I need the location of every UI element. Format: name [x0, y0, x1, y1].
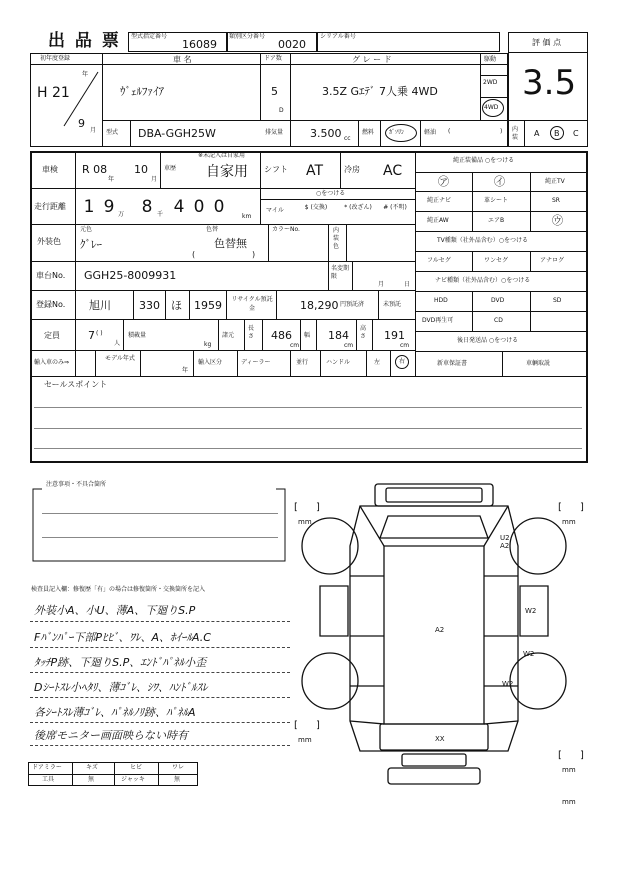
divider	[316, 319, 317, 350]
drive-label: 駆動	[484, 56, 497, 63]
mm-unit: mm	[562, 766, 576, 774]
month-unit: 月	[151, 176, 158, 183]
doors-sub: D	[279, 107, 284, 114]
chassis-label: 車台No.	[36, 271, 66, 280]
model-label: 型式	[106, 129, 119, 136]
model-year-label: モデル年式	[105, 355, 135, 362]
divider	[30, 188, 415, 189]
type-designation-label: 型式指定番号	[131, 33, 168, 40]
divider	[218, 319, 219, 350]
equip-item: 革シート	[484, 197, 509, 204]
inspection-month: 10	[134, 163, 148, 176]
inspector-note: 各ｼｰﾄｽﾚ薄ｺﾞﾚ、ﾊﾟﾈﾙﾉﾘ跡、ﾊﾟﾈﾙA	[34, 706, 196, 719]
divider	[390, 350, 391, 376]
damage-mark: U2	[500, 534, 510, 542]
km-unit: km	[242, 213, 252, 220]
mile-option: マイル	[266, 207, 284, 214]
interior-grade-a: A	[534, 129, 540, 138]
navi-option: DVD	[491, 297, 505, 304]
damage-mark: XX	[435, 735, 445, 743]
first-reg-era: H 21	[37, 85, 70, 101]
svg-text:[: [	[558, 750, 562, 761]
divider	[524, 120, 525, 147]
svg-text:[: [	[558, 502, 562, 513]
cm-unit: cm	[400, 342, 410, 349]
divider	[378, 290, 379, 319]
divider	[189, 290, 190, 319]
divider	[420, 120, 421, 147]
ruled-line	[30, 672, 290, 673]
legend-cell: 無	[88, 776, 95, 783]
divider	[102, 53, 103, 147]
later-option: 車輌取説	[526, 360, 551, 367]
equip-item: SR	[552, 197, 560, 204]
mileage-digit: 0	[193, 197, 205, 217]
chassis-value: GGH25-8009931	[84, 269, 177, 282]
grade-value: 3.5Z Gｴﾃﾞ 7人乗 4WD	[322, 85, 438, 98]
tv-option: フルセグ	[427, 257, 451, 264]
equip-item: 純正AW	[427, 217, 449, 224]
equip-item: エアB	[488, 217, 505, 224]
ruled-line	[34, 448, 582, 449]
divider	[415, 311, 588, 312]
inspector-label: 検査員記入欄：修復歴「有」の場合は修復箇所・交換箇所を記入	[31, 586, 206, 593]
legend-cell: ドアミラー	[32, 764, 62, 771]
serial-label: シリアル番号	[320, 33, 356, 40]
capacity-label: 定員	[44, 331, 60, 340]
fuel-label: 燃料	[362, 129, 375, 136]
first-reg-month: 9	[78, 117, 85, 130]
paren: (	[448, 128, 451, 135]
divider	[328, 224, 329, 290]
svg-text:[: [	[294, 720, 298, 731]
divider	[508, 52, 588, 53]
length-label: 長さ	[248, 325, 255, 340]
divider	[415, 251, 588, 252]
recycle-unpaid: 未預託	[383, 301, 402, 308]
displacement-label: 排気量	[265, 129, 284, 136]
ruled-line	[30, 697, 290, 698]
month-unit: 月	[378, 281, 385, 288]
paren: ( )	[96, 330, 103, 337]
recycle-label: リサイクル預託金	[231, 296, 273, 312]
divider	[260, 188, 261, 224]
dims-label: 諸元	[222, 332, 235, 339]
int-color-label: 内装色	[333, 227, 340, 250]
day-unit: 日	[404, 281, 411, 288]
damage-mark: W2	[502, 680, 514, 688]
sen-unit: 千	[157, 211, 164, 218]
reg-area: 旭川	[89, 299, 111, 312]
divider	[75, 151, 76, 376]
reg-class: 330	[139, 299, 160, 312]
tamper-option: * (改ざん)	[344, 204, 372, 211]
divider	[268, 224, 269, 261]
rating-value: 3.5	[522, 63, 577, 103]
drive-2wd: 2WD	[483, 79, 498, 86]
interior-grade-b: B	[554, 129, 560, 138]
legend-cell: キズ	[86, 764, 98, 771]
divider	[480, 75, 508, 76]
damage-mark: W2	[523, 650, 535, 658]
divider	[30, 261, 415, 262]
recycle-status: 円預託済	[340, 301, 365, 308]
svg-text:[: [	[294, 502, 298, 513]
interior-grade-c: C	[573, 129, 579, 138]
import-class-label: 輸入区分	[198, 359, 223, 366]
equip-item: ㋐	[438, 175, 449, 188]
divider	[290, 53, 291, 147]
divider	[472, 251, 473, 271]
circle-note: ○をつける	[316, 190, 346, 197]
divider	[114, 762, 115, 786]
legend-cell: ヒビ	[130, 764, 143, 771]
mileage-digit: 9	[103, 197, 115, 217]
damage-mark: W2	[525, 607, 537, 615]
fuel-gas: ｶﾞｿﾘﾝ	[389, 129, 405, 136]
svg-text:]: ]	[580, 750, 584, 761]
equip-item: 純正ナビ	[427, 197, 452, 204]
ruled-line	[42, 537, 278, 538]
equip-item: ㋒	[552, 214, 563, 227]
ruled-line	[34, 428, 582, 429]
divider	[262, 319, 263, 350]
load-label: 積載量	[128, 332, 147, 339]
divider	[358, 120, 359, 147]
color-change-label: 色替	[206, 226, 219, 233]
divider	[244, 319, 245, 350]
reg-number: 1959	[194, 299, 222, 312]
divider	[340, 151, 341, 188]
doors-value: 5	[271, 85, 278, 98]
divider	[480, 97, 508, 98]
mileage-digit: 8	[141, 197, 153, 217]
mm-unit: mm	[562, 798, 576, 806]
shift-value: AT	[306, 163, 324, 179]
year-unit: 年	[108, 176, 115, 183]
kg-unit: kg	[204, 341, 212, 348]
mm-unit: mm	[298, 736, 312, 744]
year-unit: 年	[182, 367, 189, 374]
divider	[290, 350, 291, 376]
tv-option: ワンセグ	[484, 257, 509, 264]
interior-label: 内装	[512, 126, 519, 141]
divider	[356, 319, 357, 350]
damage-mark: A2	[500, 542, 510, 550]
divider	[380, 120, 381, 147]
reg-kana: ほ	[171, 299, 182, 312]
tv-option: アナログ	[540, 257, 565, 264]
capacity-value: 7	[88, 329, 95, 342]
divider	[260, 151, 261, 188]
later-option: 新車保証書	[437, 360, 468, 367]
car-name-value: ｳﾞｪﾙﾌｧｲｱ	[120, 85, 164, 98]
unknown-option: # (不明)	[383, 204, 407, 211]
divider	[300, 319, 301, 350]
divider	[237, 350, 238, 376]
name-change-label: 名変期限	[331, 265, 350, 280]
sales-point-label: セールスポイント	[44, 380, 108, 389]
navi-option: HDD	[434, 297, 448, 304]
divider	[415, 172, 588, 173]
later-title: 後日発送品 ○をつける	[457, 337, 519, 344]
divider	[530, 172, 531, 231]
divider	[480, 53, 481, 120]
divider	[165, 290, 166, 319]
divider	[30, 376, 588, 377]
ac-value: AC	[383, 163, 403, 179]
height-label: 高さ	[360, 325, 367, 340]
divider	[372, 319, 373, 350]
legend-cell: ワレ	[172, 764, 185, 771]
dealer-option: ディーラー	[241, 359, 271, 366]
cm-unit: cm	[344, 342, 354, 349]
ruled-line	[42, 513, 278, 514]
mileage-digit: 4	[173, 197, 185, 217]
history-note: ※未記入は自家用	[198, 152, 246, 159]
cm-unit: cm	[290, 342, 300, 349]
divider	[30, 319, 415, 320]
divider	[140, 350, 141, 376]
navi-option: SD	[553, 297, 562, 304]
divider	[30, 350, 415, 351]
swap-option: $ (交換)	[304, 204, 328, 211]
car-name-label: 車 名	[173, 55, 192, 64]
svg-text:]: ]	[316, 502, 320, 513]
type-designation-value: 16089	[182, 38, 217, 51]
inspector-note: Fﾊﾞﾝﾊﾟｰ下部Pﾋﾋﾞ、ﾜﾚ、A、ﾎｲｰﾙA.C	[34, 631, 211, 644]
fuel-diesel: 軽油	[424, 129, 437, 136]
inspection-value: R 08	[82, 163, 108, 176]
divider	[472, 172, 473, 231]
orig-color-label: 元色	[80, 226, 93, 233]
year-unit: 年	[82, 71, 89, 78]
equipment-title: 純正装備品 ○をつける	[453, 157, 515, 164]
ruled-line	[30, 647, 290, 648]
svg-text:]: ]	[580, 502, 584, 513]
divider	[352, 261, 353, 290]
divider	[158, 762, 159, 786]
displacement-value: 3.500	[310, 127, 342, 140]
month-unit: 月	[90, 127, 97, 134]
divider	[260, 53, 261, 120]
divider	[415, 151, 416, 376]
navi-option: CD	[494, 317, 503, 324]
divider	[28, 774, 198, 775]
equip-item: ㋑	[494, 175, 505, 188]
divider	[30, 224, 415, 225]
height-value: 191	[384, 329, 405, 342]
navi-title: ナビ種類（社外品含む）○をつける	[435, 277, 531, 284]
inspector-note: Dｼｰﾄｽﾚ小ﾍﾀﾘ、薄ｺﾞﾚ、ｼﾜ、ﾊﾝﾄﾞﾙｽﾚ	[34, 681, 208, 694]
divider	[102, 120, 508, 121]
mileage-label: 走行距離	[34, 202, 66, 211]
svg-text:]: ]	[316, 720, 320, 731]
divider	[502, 351, 503, 376]
length-value: 486	[271, 329, 292, 342]
car-damage-diagram	[290, 476, 590, 816]
rating-label: 評 価 点	[532, 38, 562, 47]
ac-label: 冷房	[344, 165, 360, 174]
legend-cell: 無	[174, 776, 181, 783]
capacity-unit: 人	[114, 340, 121, 347]
inspector-note: 後席モニター画面映らない時有	[34, 729, 188, 742]
drive-4wd: 4WD	[484, 104, 499, 111]
divider	[415, 331, 588, 332]
category-label: 類別区分番号	[229, 33, 266, 40]
first-reg-label: 初年度登録	[40, 55, 71, 62]
divider	[130, 120, 131, 147]
divider	[72, 762, 73, 786]
divider	[415, 271, 588, 272]
divider	[123, 319, 124, 350]
recycle-amount: 18,290	[300, 299, 339, 312]
divider	[472, 291, 473, 331]
tv-title: TV種類（社外品含む）○をつける	[437, 237, 529, 244]
history-value: 自家用	[206, 164, 248, 180]
ruled-line	[34, 407, 582, 408]
navi-option: DVD再生可	[422, 317, 454, 324]
mm-unit: mm	[562, 518, 576, 526]
history-label: 車歴	[164, 165, 177, 172]
handle-label: ハンドル	[326, 359, 351, 366]
category-value: 0020	[278, 38, 306, 51]
divider	[260, 199, 415, 200]
orig-color-value: ｸﾞﾚｰ	[80, 238, 102, 251]
ruled-line	[30, 621, 290, 622]
divider	[133, 290, 134, 319]
divider	[30, 290, 415, 291]
ruled-line	[30, 745, 290, 746]
doors-label: ドア数	[264, 55, 282, 62]
import-label: 輸入車のみ⇒	[34, 359, 70, 366]
inspection-label: 車検	[42, 165, 58, 174]
mileage-digit: 1	[83, 197, 95, 217]
reg-label: 登録No.	[36, 300, 66, 309]
man-unit: 万	[118, 211, 125, 218]
divider	[160, 151, 161, 188]
divider	[415, 231, 588, 232]
handle-right: 右	[399, 358, 406, 365]
width-label: 幅	[304, 332, 311, 339]
legend-cell: ジャッキ	[121, 776, 145, 783]
divider	[346, 224, 347, 261]
color-label: 外装色	[37, 237, 61, 246]
divider	[415, 291, 588, 292]
color-no-label: カラーNo.	[272, 226, 300, 233]
divider	[530, 251, 531, 271]
cc-unit: cc	[344, 135, 351, 142]
caution-label: 注意事項・不具合箇所	[46, 481, 107, 488]
width-value: 184	[328, 329, 349, 342]
color-change-value: 色替無	[214, 237, 247, 250]
paren: )	[500, 128, 503, 135]
inspector-note: ﾀｯﾁP跡、下廻りS.P、ｴﾝﾄﾞﾊﾟﾈﾙ小歪	[34, 656, 207, 669]
inspector-note: 外装小A、小U、薄A、下廻りS.P	[34, 604, 196, 617]
divider	[415, 211, 588, 212]
divider	[95, 350, 96, 376]
divider	[193, 350, 194, 376]
paren: )	[252, 250, 256, 259]
damage-mark: A2	[435, 626, 445, 634]
divider	[415, 191, 588, 192]
divider	[226, 290, 227, 319]
ruled-line	[30, 722, 290, 723]
divider	[366, 350, 367, 376]
mm-unit: mm	[298, 518, 312, 526]
divider	[508, 120, 588, 121]
paren: (	[192, 250, 196, 259]
handle-left: 左	[374, 359, 381, 366]
divider	[276, 290, 277, 319]
divider	[530, 291, 531, 331]
model-value: DBA-GGH25W	[138, 127, 216, 140]
sheet-title: 出 品 票	[48, 31, 121, 51]
equip-item: 純正TV	[545, 178, 565, 185]
mileage-digit: 0	[213, 197, 225, 217]
legend-cell: 工具	[42, 776, 55, 783]
divider	[320, 350, 321, 376]
parallel-option: 並行	[296, 359, 309, 366]
caution-frame	[30, 486, 288, 564]
shift-label: シフト	[264, 165, 288, 174]
grade-label: グ レ ー ド	[352, 55, 392, 64]
